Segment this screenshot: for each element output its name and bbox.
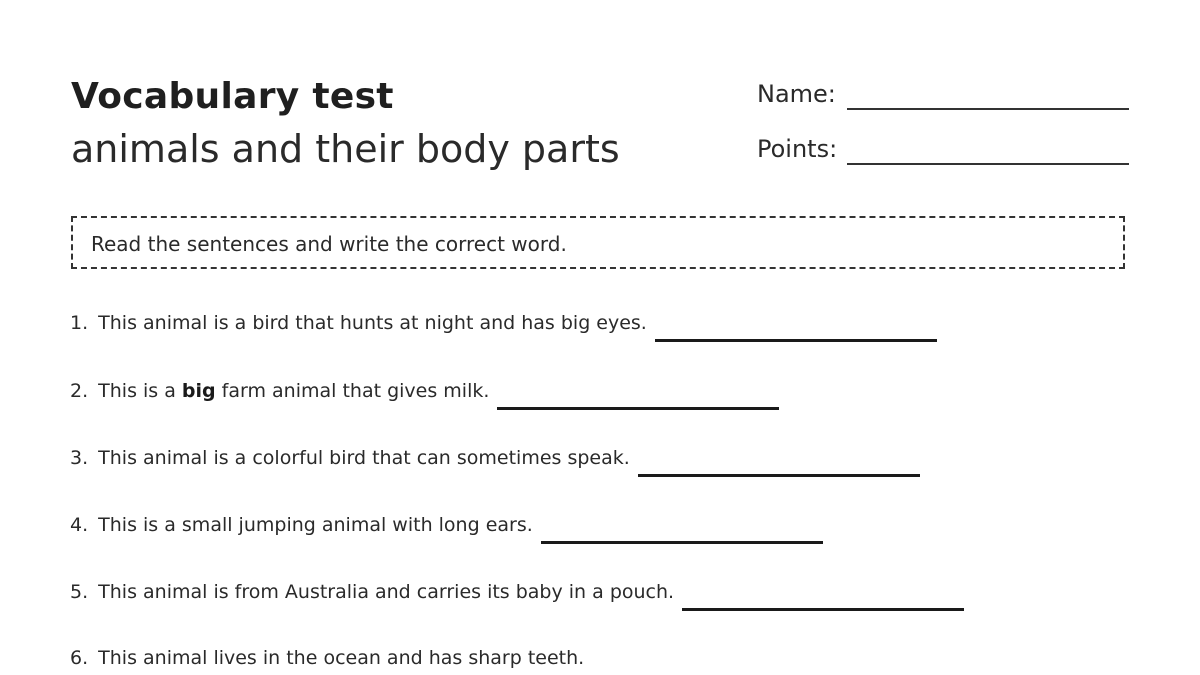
instructions-text: Read the sentences and write the correct word. bbox=[91, 232, 567, 256]
points-label: Points: bbox=[757, 135, 838, 163]
question-text bbox=[98, 380, 489, 402]
name-label: Name: bbox=[757, 80, 836, 108]
question-text bbox=[98, 581, 674, 603]
answer-blank-line[interactable] bbox=[682, 608, 964, 611]
question-2 bbox=[70, 380, 779, 402]
question-number: 4. bbox=[70, 514, 89, 536]
question-text-part: This animal is from Australia and carries its baby in a pouch. bbox=[98, 581, 675, 603]
worksheet-subtitle: animals and their body parts bbox=[71, 127, 620, 171]
question-1 bbox=[70, 312, 937, 334]
question-text-part: farm animal that gives milk. bbox=[215, 380, 490, 402]
question-5 bbox=[70, 581, 964, 603]
question-number: 5. bbox=[70, 581, 89, 603]
question-text bbox=[98, 514, 533, 536]
question-text bbox=[98, 312, 647, 334]
question-text-part: This animal is a colorful bird that can sometimes speak. bbox=[98, 447, 630, 469]
question-number: 6. bbox=[70, 647, 89, 669]
answer-blank-line[interactable] bbox=[541, 541, 823, 544]
question-text-part: This animal is a bird that hunts at night and has big eyes. bbox=[98, 312, 647, 334]
question-6 bbox=[70, 647, 584, 669]
question-emphasis: big bbox=[181, 380, 216, 402]
question-3 bbox=[70, 447, 920, 469]
question-4 bbox=[70, 514, 823, 536]
question-text-part: This is a small jumping animal with long ears. bbox=[98, 514, 533, 536]
points-blank-line[interactable] bbox=[847, 163, 1129, 165]
answer-blank-line[interactable] bbox=[638, 474, 920, 477]
name-blank-line[interactable] bbox=[847, 108, 1129, 110]
answer-blank-line[interactable] bbox=[655, 339, 937, 342]
question-number: 2. bbox=[70, 380, 89, 402]
worksheet-title: Vocabulary test bbox=[71, 76, 394, 117]
name-field-row bbox=[757, 80, 1129, 108]
answer-blank-line[interactable] bbox=[497, 407, 779, 410]
question-number: 1. bbox=[70, 312, 89, 334]
question-text bbox=[98, 447, 630, 469]
points-field-row bbox=[757, 135, 1129, 163]
instructions-box bbox=[71, 216, 1125, 269]
question-text bbox=[98, 647, 584, 669]
question-text-part: This is a bbox=[98, 380, 182, 402]
question-text-part: This animal lives in the ocean and has sharp teeth. bbox=[98, 647, 585, 669]
question-number: 3. bbox=[70, 447, 89, 469]
